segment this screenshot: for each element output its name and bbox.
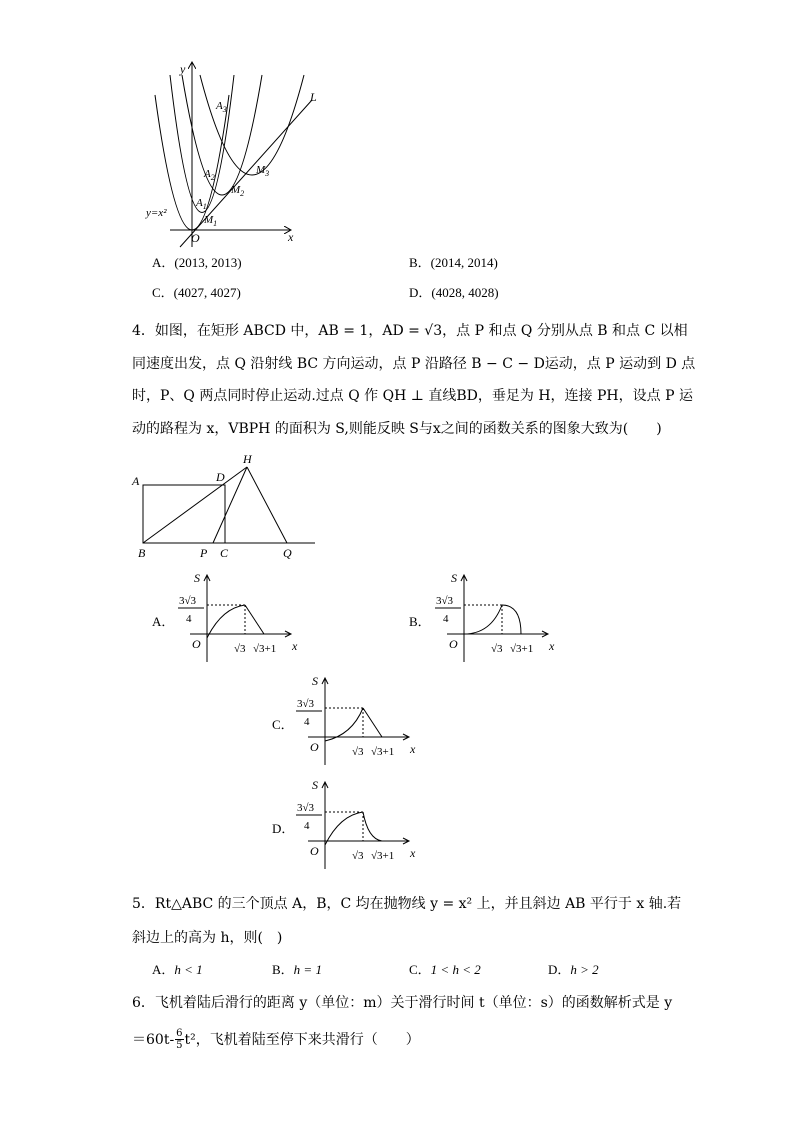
label-max-den: 4: [443, 613, 449, 625]
q6-line-1: 6．飞机着陆后滑行的距离 y（单位：m）关于滑行时间 t（单位：s）的函数解析式是 y: [132, 995, 673, 1011]
label-a1: $A_1$: [196, 197, 207, 211]
curve-rise: [464, 605, 502, 634]
q4-option-b-label[interactable]: B．: [409, 614, 431, 629]
q4-graph-c[interactable]: [290, 673, 425, 768]
curve-rise: [325, 812, 363, 845]
label-tick-2: √3+1: [371, 746, 395, 758]
q6-fraction: 6 5: [176, 1028, 183, 1051]
label-o: O: [310, 740, 319, 754]
q5-option-c[interactable]: C．1 < h < 2: [409, 962, 481, 977]
label-tick-1: √3: [352, 746, 364, 758]
fig-label-q: Q: [283, 546, 292, 560]
label-m3: $M_3$: [256, 164, 270, 178]
label-max-den: 4: [186, 613, 192, 625]
label-tick-1: √3: [352, 850, 364, 862]
curve-fall: [363, 812, 382, 841]
label-o: O: [192, 637, 201, 651]
q4-line-2: 同速度出发，点 Q 沿射线 BC 方向运动，点 P 沿路径 B − C − D运动，点 P 运动到 D 点: [132, 356, 696, 372]
label-x: x: [288, 230, 294, 244]
q4-graph-d[interactable]: [290, 777, 425, 872]
label-tick-2: √3+1: [253, 643, 277, 655]
parabola-2: [182, 75, 262, 195]
q4-option-c-label[interactable]: C．: [272, 717, 294, 732]
label-curve: y=x²: [146, 207, 167, 219]
q5-option-a[interactable]: A．h < 1: [152, 962, 203, 977]
fig-label-h: H: [243, 452, 252, 466]
fig-label-c: C: [220, 546, 229, 560]
curve-fall: [363, 708, 382, 737]
fig-label-d: D: [216, 470, 225, 484]
label-x: x: [549, 639, 555, 653]
curve-rise: [325, 708, 363, 741]
label-max-num: 3√3: [297, 698, 315, 710]
parabola-1: [170, 75, 234, 213]
label-y: y: [180, 62, 186, 76]
q4-graph-b[interactable]: [429, 570, 564, 665]
label-s: S: [312, 778, 318, 792]
label-o: O: [191, 231, 200, 245]
label-tick-2: √3+1: [510, 643, 534, 655]
label-max-den: 4: [304, 716, 310, 728]
q3-option-a[interactable]: A．(2013, 2013): [152, 255, 242, 270]
q5-option-b[interactable]: B．h = 1: [272, 962, 322, 977]
q4-option-d-label[interactable]: D．: [272, 821, 295, 836]
q4-line-3: 时，P、Q 两点同时停止运动.过点 Q 作 QH ⊥ 直线BD，垂足为 H，连接 PH，设点 P 运: [132, 388, 693, 404]
label-o: O: [310, 844, 319, 858]
label-tick-1: √3: [234, 643, 246, 655]
label-x: x: [292, 639, 298, 653]
label-max-num: 3√3: [436, 595, 454, 607]
q6-suffix: t²，飞机着陆至停下来共滑行（ ）: [184, 1031, 420, 1048]
q3-option-b[interactable]: B．(2014, 2014): [409, 255, 498, 270]
curve-fall: [245, 605, 264, 634]
curve-fall: [502, 605, 521, 634]
label-x: x: [410, 846, 416, 860]
q5-line-2: 斜边上的高为 h，则( ): [132, 930, 283, 946]
label-max-den: 4: [304, 820, 310, 832]
q3-parabola-figure: [140, 55, 340, 250]
q6-line-2: [132, 1028, 420, 1051]
q5-line-1: 5．Rt△ABC 的三个顶点 A，B，C 均在抛物线 y = x² 上，并且斜边 AB 平行于 x 轴.若: [132, 896, 682, 912]
label-s: S: [451, 571, 457, 585]
label-tick-1: √3: [491, 643, 503, 655]
fig-label-p: P: [200, 546, 208, 560]
q3-option-c[interactable]: C．(4027, 4027): [152, 285, 241, 300]
q4-option-a-label[interactable]: A．: [152, 614, 175, 629]
q4-line-4: 动的路程为 x，VBPH 的面积为 S,则能反映 S与x之间的函数关系的图象大致为( ): [132, 421, 662, 437]
label-max-num: 3√3: [179, 595, 197, 607]
fig-label-b: B: [138, 546, 146, 560]
parabola-3: [200, 75, 304, 175]
label-a2: $A_2$: [204, 168, 215, 182]
label-tick-2: √3+1: [371, 850, 395, 862]
label-l: L: [310, 90, 317, 104]
label-x: x: [410, 742, 416, 756]
label-m2: $M_2$: [231, 184, 245, 198]
label-a3: $A_3$: [216, 100, 227, 114]
q4-line-1: 4．如图，在矩形 ABCD 中，AB = 1，AD = √3，点 P 和点 Q 分别从点 B 和点 C 以相: [132, 323, 688, 339]
q5-option-d[interactable]: D．h > 2: [548, 962, 599, 977]
label-s: S: [312, 674, 318, 688]
curve-rise: [207, 605, 245, 638]
q6-prefix: ＝60t-: [132, 1031, 175, 1048]
label-s: S: [194, 571, 200, 585]
q3-option-d[interactable]: D．(4028, 4028): [409, 285, 499, 300]
q4-graph-a[interactable]: [172, 570, 307, 665]
label-o: O: [449, 637, 458, 651]
label-m1: $M_1$: [204, 214, 218, 228]
label-max-num: 3√3: [297, 802, 315, 814]
fig-label-a: A: [132, 474, 140, 488]
q4-rectangle-figure: [130, 450, 320, 562]
